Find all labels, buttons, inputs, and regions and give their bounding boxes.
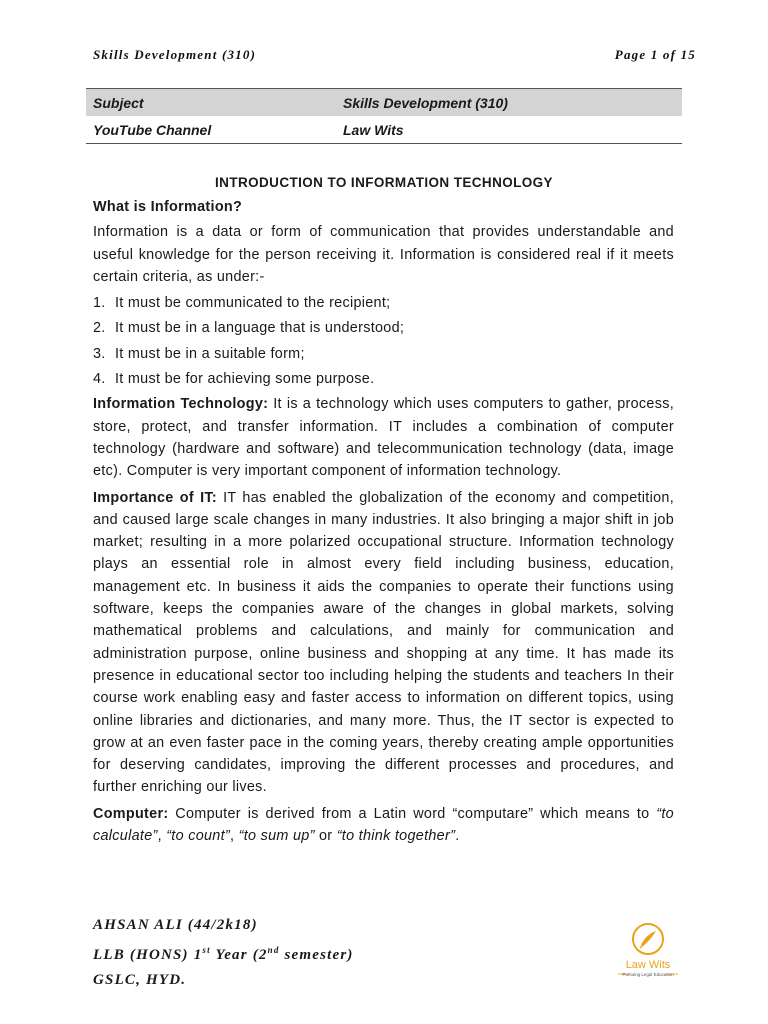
section-heading: What is Information? bbox=[93, 199, 243, 215]
list-number: 4. bbox=[93, 371, 106, 388]
list-number: 2. bbox=[93, 320, 106, 337]
separator: , bbox=[230, 828, 239, 845]
paragraph-text: It is a technology which uses computers to gather, process, store, protect, and transfer information. IT includes a combination of computer technology (hardware and software) and telecommunication technology (data, image etc). Computer is very important component of information technology. bbox=[93, 396, 674, 480]
quoted-term: “to sum up” bbox=[238, 828, 315, 845]
author-footer bbox=[93, 913, 354, 993]
quoted-term: “to calculate” bbox=[93, 805, 674, 845]
paragraph-text: IT has enabled the globalization of the economy and competition, and caused large scale changes in many industries. It also bringing a major shift in job market; resulting in a more polarized occupational structure. Information technology plays an essential role in almost every field including business, education, management etc. In business it aids the companies to operate their functions using software, keeps the companies aware of the changes in global markets, solving mathematical problems and calculations, and mainly for communication and administration purpose, online business and shopping at any time. It has made its presence in educational sector too including helping the students and teachers In their course work enabling easy and faster access to information on different topics, using online libraries and dictionaries, and many more. Thus, the IT sector is expected to grow at an even faster pace in the coming years, thereby creating ample opportunities for deserving candidates, improving the different processes and procedures, and further enriching our lives. bbox=[93, 489, 674, 796]
author-institute: GSLC, HYD. bbox=[93, 972, 187, 988]
paragraph-text: Computer is derived from a Latin word “computare” which means to bbox=[168, 805, 657, 822]
list-text: It must be in a suitable form; bbox=[115, 345, 305, 362]
info-table bbox=[86, 88, 682, 144]
list-text: It must be communicated to the recipient; bbox=[115, 295, 391, 312]
separator: , bbox=[157, 828, 167, 845]
list-item bbox=[93, 317, 674, 339]
quoted-term: “to think together” bbox=[336, 828, 456, 845]
law-wits-logo bbox=[606, 918, 690, 982]
paragraph-lead: Information Technology: bbox=[93, 396, 269, 413]
list-item bbox=[93, 368, 674, 390]
header-doc-title: Skills Development (310) bbox=[93, 47, 257, 62]
list-number: 1. bbox=[93, 295, 106, 312]
program-text: Year (2 bbox=[210, 947, 268, 963]
list-text: It must be in a language that is understood; bbox=[115, 320, 405, 337]
paragraph: Information is a data or form of communication that provides understandable and useful knowledge for the person receiving it. Information is considered real if it meets certain criteria, as under:- bbox=[93, 224, 674, 285]
table-row bbox=[86, 116, 682, 144]
ordinal-suffix: st bbox=[202, 945, 211, 955]
table-cell-label: YouTube Channel bbox=[86, 116, 336, 144]
logo-tagline: Pursuing Legal Education bbox=[622, 972, 674, 977]
author-name: AHSAN ALI (44/2k18) bbox=[93, 917, 258, 933]
list-text: It must be for achieving some purpose. bbox=[115, 371, 375, 388]
logo-name: Law Wits bbox=[625, 959, 671, 971]
document-body bbox=[93, 196, 674, 851]
table-cell-label: Subject bbox=[86, 89, 336, 117]
quoted-term: “to count” bbox=[166, 828, 230, 845]
paragraph bbox=[93, 393, 674, 482]
table-cell-value: Skills Development (310) bbox=[336, 89, 682, 117]
paragraph-lead: Computer: bbox=[93, 805, 169, 822]
paragraph bbox=[93, 487, 674, 799]
author-program bbox=[93, 938, 354, 968]
table-row bbox=[86, 89, 682, 117]
ordinal-suffix: nd bbox=[267, 945, 280, 955]
header-page-number: Page 1 of 15 bbox=[614, 47, 696, 62]
document-title: INTRODUCTION TO INFORMATION TECHNOLOGY bbox=[215, 175, 553, 190]
list-item bbox=[93, 343, 674, 365]
paragraph-lead: Importance of IT: bbox=[93, 489, 217, 506]
program-text: semester) bbox=[279, 947, 354, 963]
list-number: 3. bbox=[93, 345, 106, 362]
table-cell-value: Law Wits bbox=[336, 116, 682, 144]
criteria-list bbox=[93, 292, 674, 390]
separator: . bbox=[455, 828, 460, 845]
list-item bbox=[93, 292, 674, 314]
separator: or bbox=[314, 828, 337, 845]
program-text: LLB (HONS) 1 bbox=[93, 947, 203, 963]
paragraph bbox=[93, 803, 674, 848]
